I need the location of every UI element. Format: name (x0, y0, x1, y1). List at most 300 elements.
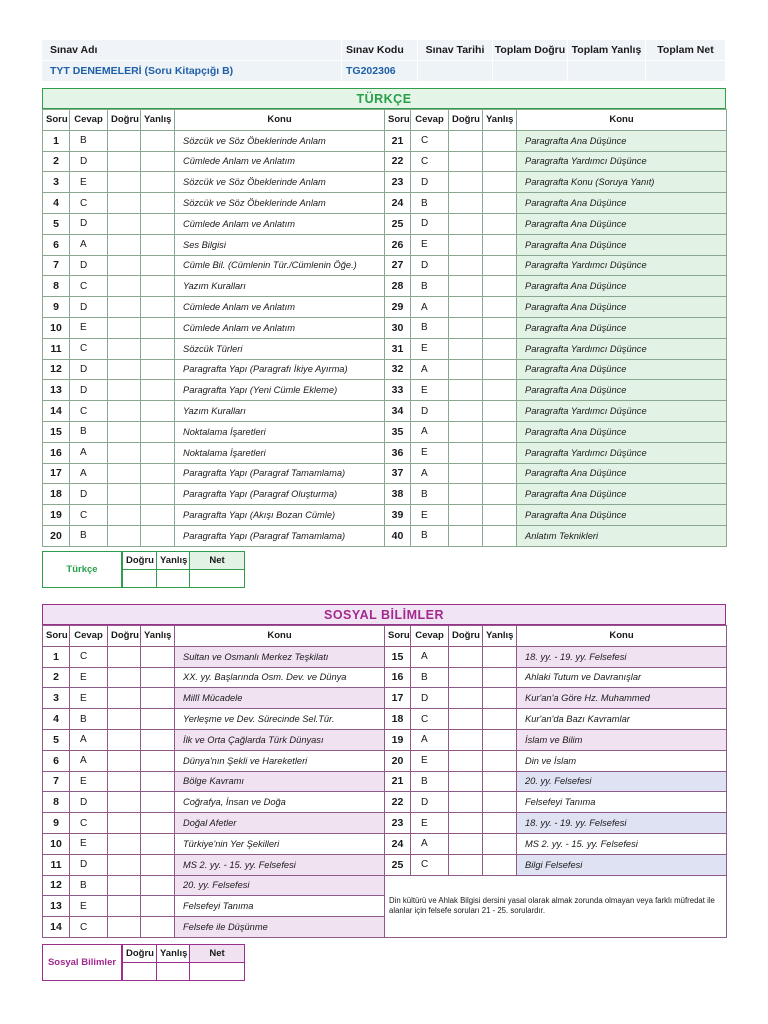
correct-mark-cell[interactable] (108, 401, 141, 422)
answer-key: C (70, 917, 108, 938)
wrong-mark-cell[interactable] (483, 421, 517, 442)
question-number: 24 (385, 833, 411, 854)
question-number: 24 (385, 193, 411, 214)
correct-mark-cell[interactable] (449, 709, 483, 730)
question-number: 29 (385, 297, 411, 318)
wrong-mark-cell[interactable] (483, 854, 517, 875)
answer-key: A (411, 297, 449, 318)
topic-cell: Yazım Kuralları (175, 401, 385, 422)
wrong-mark-cell[interactable] (141, 854, 175, 875)
wrong-mark-cell[interactable] (483, 463, 517, 484)
exam-name-label: Sınav Adı (42, 40, 342, 60)
table-row (43, 463, 727, 484)
topic-cell: Felsefeyi Tanıma (517, 792, 727, 813)
col-dogru: Doğru (449, 110, 483, 131)
col-soru: Soru (43, 110, 70, 131)
question-number: 15 (43, 421, 70, 442)
correct-mark-cell[interactable] (108, 213, 141, 234)
correct-mark-cell[interactable] (108, 130, 141, 151)
topic-cell: Anlatım Teknikleri (517, 525, 727, 546)
table-row (43, 297, 727, 318)
correct-mark-cell[interactable] (108, 833, 141, 854)
topic-cell: Paragrafta Yardımcı Düşünce (517, 338, 727, 359)
correct-mark-cell[interactable] (449, 338, 483, 359)
correct-mark-cell[interactable] (108, 172, 141, 193)
topic-cell: MS 2. yy. - 15. yy. Felsefesi (517, 833, 727, 854)
question-number: 18 (385, 709, 411, 730)
topic-cell: Bölge Kavramı (175, 771, 385, 792)
table-row (43, 688, 727, 709)
wrong-mark-cell[interactable] (483, 193, 517, 214)
question-number: 3 (43, 688, 70, 709)
question-number: 9 (43, 813, 70, 834)
total-wrong-field[interactable] (568, 61, 646, 81)
topic-cell: Yazım Kuralları (175, 276, 385, 297)
wrong-mark-cell[interactable] (141, 525, 175, 546)
wrong-mark-cell[interactable] (141, 421, 175, 442)
score-dogru-header: Doğru (123, 945, 157, 963)
question-number: 5 (43, 213, 70, 234)
wrong-mark-cell[interactable] (141, 401, 175, 422)
topic-cell: Kur'an'a Göre Hz. Muhammed (517, 688, 727, 709)
topic-cell: Paragrafta Yapı (Paragraf Tamamlama) (175, 525, 385, 546)
table-row (43, 854, 727, 875)
topic-cell: Ahlaki Tutum ve Davranışlar (517, 667, 727, 688)
score-yanlis-field[interactable] (157, 570, 190, 588)
topic-cell: Ses Bilgisi (175, 234, 385, 255)
wrong-mark-cell[interactable] (141, 484, 175, 505)
wrong-mark-cell[interactable] (141, 729, 175, 750)
wrong-mark-cell[interactable] (141, 771, 175, 792)
table-row (43, 646, 727, 667)
wrong-mark-cell[interactable] (483, 688, 517, 709)
answer-key: D (70, 359, 108, 380)
score-dogru-field[interactable] (123, 963, 157, 981)
wrong-mark-cell[interactable] (483, 213, 517, 234)
wrong-mark-cell[interactable] (141, 172, 175, 193)
correct-mark-cell[interactable] (449, 484, 483, 505)
col-yanlis: Yanlış (483, 626, 517, 647)
col-soru: Soru (385, 110, 411, 131)
table-row (43, 833, 727, 854)
question-number: 9 (43, 297, 70, 318)
question-number: 11 (43, 854, 70, 875)
table-row (43, 813, 727, 834)
correct-mark-cell[interactable] (108, 317, 141, 338)
table-row (43, 276, 727, 297)
wrong-mark-cell[interactable] (141, 667, 175, 688)
question-number: 17 (385, 688, 411, 709)
score-net-header: Net (190, 552, 245, 570)
wrong-mark-cell[interactable] (141, 463, 175, 484)
question-number: 1 (43, 646, 70, 667)
col-cevap: Cevap (70, 110, 108, 131)
wrong-mark-cell[interactable] (141, 317, 175, 338)
answer-key: D (411, 172, 449, 193)
topic-cell: Paragrafta Ana Düşünce (517, 276, 727, 297)
correct-mark-cell[interactable] (449, 317, 483, 338)
question-number: 16 (43, 442, 70, 463)
wrong-mark-cell[interactable] (141, 792, 175, 813)
question-number: 11 (43, 338, 70, 359)
answer-key: A (70, 729, 108, 750)
turkce-title: TÜRKÇE (42, 88, 726, 109)
correct-mark-cell[interactable] (449, 130, 483, 151)
wrong-mark-cell[interactable] (483, 484, 517, 505)
correct-mark-cell[interactable] (449, 442, 483, 463)
wrong-mark-cell[interactable] (141, 380, 175, 401)
col-yanlis: Yanlış (141, 626, 175, 647)
question-number: 20 (43, 525, 70, 546)
correct-mark-cell[interactable] (108, 359, 141, 380)
score-net-field[interactable] (190, 570, 245, 588)
question-number: 6 (43, 234, 70, 255)
answer-key: C (70, 505, 108, 526)
correct-mark-cell[interactable] (449, 525, 483, 546)
question-number: 12 (43, 875, 70, 896)
wrong-mark-cell[interactable] (141, 234, 175, 255)
correct-mark-cell[interactable] (108, 688, 141, 709)
answer-key: D (70, 151, 108, 172)
question-number: 23 (385, 813, 411, 834)
correct-mark-cell[interactable] (108, 729, 141, 750)
wrong-mark-cell[interactable] (483, 401, 517, 422)
correct-mark-cell[interactable] (449, 234, 483, 255)
correct-mark-cell[interactable] (449, 255, 483, 276)
total-wrong-label: Toplam Yanlış (568, 40, 646, 60)
wrong-mark-cell[interactable] (483, 709, 517, 730)
header-labels-row (42, 40, 726, 60)
correct-mark-cell[interactable] (449, 505, 483, 526)
question-number: 4 (43, 193, 70, 214)
correct-mark-cell[interactable] (449, 193, 483, 214)
question-number: 18 (43, 484, 70, 505)
table-row (43, 338, 727, 359)
topic-cell: Millî Mücadele (175, 688, 385, 709)
question-number: 3 (43, 172, 70, 193)
answer-key: E (70, 771, 108, 792)
topic-cell: Paragrafta Yapı (Akışı Bozan Cümle) (175, 505, 385, 526)
question-number: 13 (43, 380, 70, 401)
answer-key: E (411, 750, 449, 771)
col-dogru: Doğru (449, 626, 483, 647)
table-row (43, 255, 727, 276)
exam-date-field[interactable] (418, 61, 493, 81)
correct-mark-cell[interactable] (449, 646, 483, 667)
answer-key: D (70, 213, 108, 234)
correct-mark-cell[interactable] (449, 421, 483, 442)
wrong-mark-cell[interactable] (141, 875, 175, 896)
correct-mark-cell[interactable] (108, 813, 141, 834)
wrong-mark-cell[interactable] (141, 688, 175, 709)
correct-mark-cell[interactable] (108, 276, 141, 297)
wrong-mark-cell[interactable] (141, 151, 175, 172)
topic-cell: Paragrafta Yapı (Paragraf Oluşturma) (175, 484, 385, 505)
answer-key: E (411, 505, 449, 526)
wrong-mark-cell[interactable] (483, 792, 517, 813)
answer-key: B (70, 525, 108, 546)
col-konu: Konu (175, 626, 385, 647)
wrong-mark-cell[interactable] (483, 442, 517, 463)
answer-key: C (411, 854, 449, 875)
question-number: 38 (385, 484, 411, 505)
correct-mark-cell[interactable] (108, 750, 141, 771)
answer-key: C (70, 646, 108, 667)
wrong-mark-cell[interactable] (483, 172, 517, 193)
question-number: 15 (385, 646, 411, 667)
correct-mark-cell[interactable] (449, 359, 483, 380)
wrong-mark-cell[interactable] (483, 380, 517, 401)
wrong-mark-cell[interactable] (141, 213, 175, 234)
wrong-mark-cell[interactable] (483, 833, 517, 854)
correct-mark-cell[interactable] (108, 151, 141, 172)
correct-mark-cell[interactable] (108, 667, 141, 688)
topic-cell: Paragrafta Ana Düşünce (517, 130, 727, 151)
correct-mark-cell[interactable] (108, 484, 141, 505)
answer-key: A (411, 729, 449, 750)
answer-key: C (70, 338, 108, 359)
score-dogru-header: Doğru (123, 552, 157, 570)
correct-mark-cell[interactable] (449, 380, 483, 401)
topic-cell: 18. yy. - 19. yy. Felsefesi (517, 813, 727, 834)
table-row (43, 213, 727, 234)
correct-mark-cell[interactable] (108, 421, 141, 442)
question-number: 1 (43, 130, 70, 151)
answer-key: D (70, 854, 108, 875)
wrong-mark-cell[interactable] (483, 505, 517, 526)
correct-mark-cell[interactable] (449, 151, 483, 172)
question-number: 28 (385, 276, 411, 297)
table-row (43, 709, 727, 730)
exam-name-value: TYT DENEMELERİ (Soru Kitapçığı B) (42, 61, 342, 81)
wrong-mark-cell[interactable] (483, 359, 517, 380)
topic-cell: XX. yy. Başlarında Osm. Dev. ve Dünya (175, 667, 385, 688)
table-row (43, 729, 727, 750)
answer-key: A (411, 646, 449, 667)
header-values-row (42, 61, 726, 81)
total-net-label: Toplam Net (646, 40, 726, 60)
wrong-mark-cell[interactable] (141, 505, 175, 526)
col-cevap: Cevap (411, 110, 449, 131)
correct-mark-cell[interactable] (108, 875, 141, 896)
correct-mark-cell[interactable] (108, 463, 141, 484)
topic-cell: Sultan ve Osmanlı Merkez Teşkilatı (175, 646, 385, 667)
wrong-mark-cell[interactable] (141, 255, 175, 276)
question-number: 10 (43, 317, 70, 338)
topic-cell: İlk ve Orta Çağlarda Türk Dünyası (175, 729, 385, 750)
wrong-mark-cell[interactable] (141, 896, 175, 917)
total-net-field[interactable] (646, 61, 726, 81)
question-number: 19 (385, 729, 411, 750)
topic-cell: Felsefeyi Tanıma (175, 896, 385, 917)
answer-key: A (411, 463, 449, 484)
answer-key: A (70, 750, 108, 771)
topic-cell: 20. yy. Felsefesi (517, 771, 727, 792)
score-dogru-field[interactable] (123, 570, 157, 588)
turkce-score-box (42, 551, 245, 588)
question-number: 27 (385, 255, 411, 276)
wrong-mark-cell[interactable] (141, 338, 175, 359)
topic-cell: Paragrafta Ana Düşünce (517, 297, 727, 318)
topic-cell: Yerleşme ve Dev. Sürecinde Sel.Tür. (175, 709, 385, 730)
answer-key: E (411, 442, 449, 463)
table-row (43, 667, 727, 688)
score-net-field[interactable] (190, 963, 245, 981)
wrong-mark-cell[interactable] (483, 338, 517, 359)
wrong-mark-cell[interactable] (141, 646, 175, 667)
topic-cell: 18. yy. - 19. yy. Felsefesi (517, 646, 727, 667)
correct-mark-cell[interactable] (108, 771, 141, 792)
correct-mark-cell[interactable] (108, 505, 141, 526)
sosyal-answer-table (42, 625, 727, 938)
correct-mark-cell[interactable] (449, 771, 483, 792)
wrong-mark-cell[interactable] (141, 193, 175, 214)
answer-key: B (411, 667, 449, 688)
wrong-mark-cell[interactable] (141, 276, 175, 297)
topic-cell: Dünya'nın Şekli ve Hareketleri (175, 750, 385, 771)
wrong-mark-cell[interactable] (483, 234, 517, 255)
correct-mark-cell[interactable] (108, 709, 141, 730)
wrong-mark-cell[interactable] (483, 151, 517, 172)
topic-cell: Paragrafta Yardımcı Düşünce (517, 255, 727, 276)
answer-key: B (70, 709, 108, 730)
answer-key: E (70, 317, 108, 338)
total-correct-field[interactable] (493, 61, 568, 81)
answer-key: B (70, 130, 108, 151)
wrong-mark-cell[interactable] (483, 813, 517, 834)
wrong-mark-cell[interactable] (141, 833, 175, 854)
topic-cell: Paragrafta Konu (Soruya Yanıt) (517, 172, 727, 193)
topic-cell: Cümle Bil. (Cümlenin Tür./Cümlenin Öğe.) (175, 255, 385, 276)
question-number: 34 (385, 401, 411, 422)
table-row (43, 421, 727, 442)
answer-key: C (411, 151, 449, 172)
topic-cell: Paragrafta Ana Düşünce (517, 193, 727, 214)
correct-mark-cell[interactable] (449, 792, 483, 813)
wrong-mark-cell[interactable] (483, 317, 517, 338)
topic-cell: Sözcük ve Söz Öbeklerinde Anlam (175, 130, 385, 151)
topic-cell: Paragrafta Ana Düşünce (517, 317, 727, 338)
question-number: 7 (43, 771, 70, 792)
table-header-row (43, 626, 727, 647)
col-soru: Soru (43, 626, 70, 647)
wrong-mark-cell[interactable] (141, 750, 175, 771)
table-row (43, 130, 727, 151)
wrong-mark-cell[interactable] (483, 297, 517, 318)
answer-key: A (411, 833, 449, 854)
answer-key: B (70, 875, 108, 896)
wrong-mark-cell[interactable] (483, 646, 517, 667)
correct-mark-cell[interactable] (449, 813, 483, 834)
topic-cell: Kur'an'da Bazı Kavramlar (517, 709, 727, 730)
question-number: 30 (385, 317, 411, 338)
answer-key: D (70, 380, 108, 401)
correct-mark-cell[interactable] (449, 729, 483, 750)
correct-mark-cell[interactable] (108, 442, 141, 463)
correct-mark-cell[interactable] (449, 401, 483, 422)
answer-key: E (411, 234, 449, 255)
correct-mark-cell[interactable] (108, 338, 141, 359)
wrong-mark-cell[interactable] (483, 750, 517, 771)
correct-mark-cell[interactable] (449, 297, 483, 318)
wrong-mark-cell[interactable] (141, 130, 175, 151)
correct-mark-cell[interactable] (449, 213, 483, 234)
answer-key: D (70, 297, 108, 318)
wrong-mark-cell[interactable] (483, 729, 517, 750)
correct-mark-cell[interactable] (108, 896, 141, 917)
correct-mark-cell[interactable] (108, 917, 141, 938)
correct-mark-cell[interactable] (449, 750, 483, 771)
answer-key: E (70, 688, 108, 709)
wrong-mark-cell[interactable] (483, 130, 517, 151)
wrong-mark-cell[interactable] (483, 525, 517, 546)
wrong-mark-cell[interactable] (483, 667, 517, 688)
question-number: 31 (385, 338, 411, 359)
question-number: 25 (385, 213, 411, 234)
wrong-mark-cell[interactable] (483, 255, 517, 276)
table-row (43, 771, 727, 792)
wrong-mark-cell[interactable] (141, 709, 175, 730)
topic-cell: 20. yy. Felsefesi (175, 875, 385, 896)
wrong-mark-cell[interactable] (141, 442, 175, 463)
score-yanlis-header: Yanlış (157, 945, 190, 963)
answer-key: A (70, 442, 108, 463)
score-yanlis-field[interactable] (157, 963, 190, 981)
wrong-mark-cell[interactable] (483, 771, 517, 792)
table-row (43, 750, 727, 771)
wrong-mark-cell[interactable] (483, 276, 517, 297)
correct-mark-cell[interactable] (108, 854, 141, 875)
topic-cell: Paragrafta Ana Düşünce (517, 359, 727, 380)
answer-key: D (70, 792, 108, 813)
table-row (43, 317, 727, 338)
correct-mark-cell[interactable] (108, 525, 141, 546)
correct-mark-cell[interactable] (108, 297, 141, 318)
table-row (43, 234, 727, 255)
correct-mark-cell[interactable] (449, 688, 483, 709)
answer-key: D (411, 255, 449, 276)
answer-key: C (411, 709, 449, 730)
answer-key: A (411, 421, 449, 442)
correct-mark-cell[interactable] (449, 833, 483, 854)
correct-mark-cell[interactable] (449, 854, 483, 875)
correct-mark-cell[interactable] (108, 234, 141, 255)
topic-cell: Cümlede Anlam ve Anlatım (175, 317, 385, 338)
question-number: 39 (385, 505, 411, 526)
correct-mark-cell[interactable] (108, 193, 141, 214)
correct-mark-cell[interactable] (108, 792, 141, 813)
correct-mark-cell[interactable] (449, 667, 483, 688)
wrong-mark-cell[interactable] (141, 359, 175, 380)
topic-cell: Türkiye'nin Yer Şekilleri (175, 833, 385, 854)
topic-cell: Sözcük Türleri (175, 338, 385, 359)
correct-mark-cell[interactable] (108, 380, 141, 401)
correct-mark-cell[interactable] (108, 646, 141, 667)
topic-cell: Paragrafta Ana Düşünce (517, 421, 727, 442)
correct-mark-cell[interactable] (449, 276, 483, 297)
wrong-mark-cell[interactable] (141, 917, 175, 938)
answer-key: B (411, 276, 449, 297)
answer-key: E (411, 338, 449, 359)
correct-mark-cell[interactable] (449, 172, 483, 193)
question-number: 22 (385, 151, 411, 172)
correct-mark-cell[interactable] (449, 463, 483, 484)
wrong-mark-cell[interactable] (141, 813, 175, 834)
question-number: 21 (385, 130, 411, 151)
question-number: 12 (43, 359, 70, 380)
wrong-mark-cell[interactable] (141, 297, 175, 318)
correct-mark-cell[interactable] (108, 255, 141, 276)
